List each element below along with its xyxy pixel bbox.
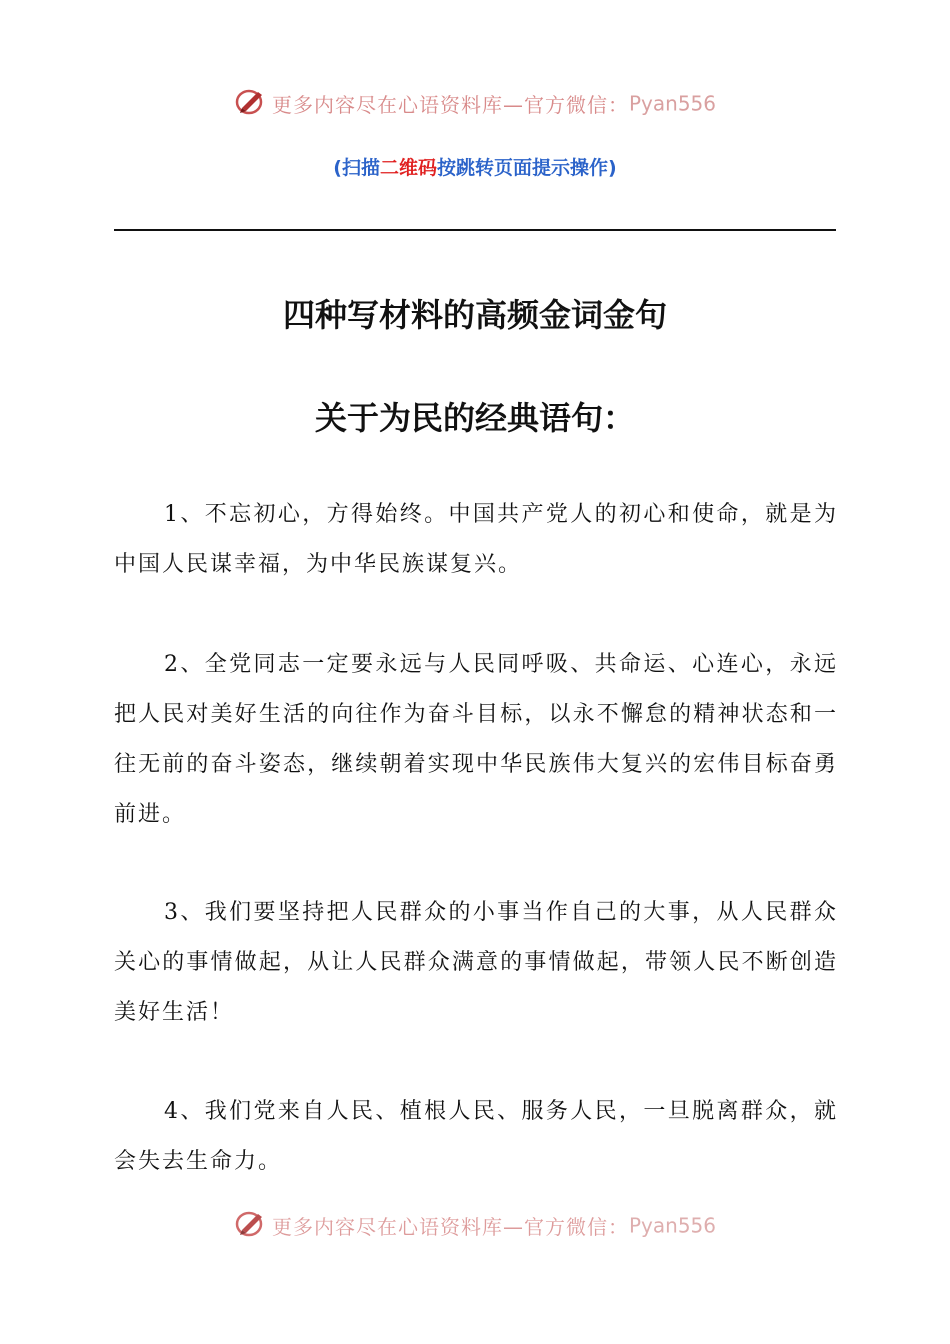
watermark-text: 更多内容尽在心语资料库—官方微信：	[271, 93, 629, 117]
page-title: 四种写材料的高频金词金句	[282, 296, 667, 334]
paragraph-1: 1、不忘初心，方得始终。中国共产党人的初心和使命，就是为中国人民谋幸福，为中华民族谋复兴。	[114, 502, 838, 577]
section-heading: 关于为民的经典语句：	[314, 399, 635, 437]
footer-watermark	[0, 1208, 950, 1243]
scan-note-rest: 按跳转页面提示操作)	[437, 157, 617, 179]
header-watermark	[0, 86, 950, 121]
paragraph-2: 2、全党同志一定要永远与人民同呼吸、共命运、心连心，永远把人民对美好生活的向往作为奋斗目标，以永不懈怠的精神状态和一往无前的奋斗姿态，继续朝着实现中华民族伟大复兴的宏伟目标奋勇前进。	[114, 652, 838, 827]
watermark-handle: Pyan556	[628, 1213, 716, 1238]
scan-note-highlight: 二维码	[379, 157, 437, 179]
watermark-text: 更多内容尽在心语资料库—官方微信：	[271, 1215, 629, 1239]
scan-instruction	[0, 153, 950, 180]
scan-note-open: (扫描	[333, 157, 380, 179]
paragraph-4: 4、我们党来自人民、植根人民、服务人民，一旦脱离群众，就会失去生命力。	[114, 1099, 838, 1174]
pen-logo-icon	[234, 1208, 268, 1243]
watermark-handle: Pyan556	[628, 91, 716, 116]
header-divider	[114, 229, 836, 231]
paragraph-3: 3、我们要坚持把人民群众的小事当作自己的大事，从人民群众关心的事情做起，从让人民群众满意的事情做起，带领人民不断创造美好生活！	[114, 900, 838, 1025]
pen-logo-icon	[234, 86, 268, 121]
